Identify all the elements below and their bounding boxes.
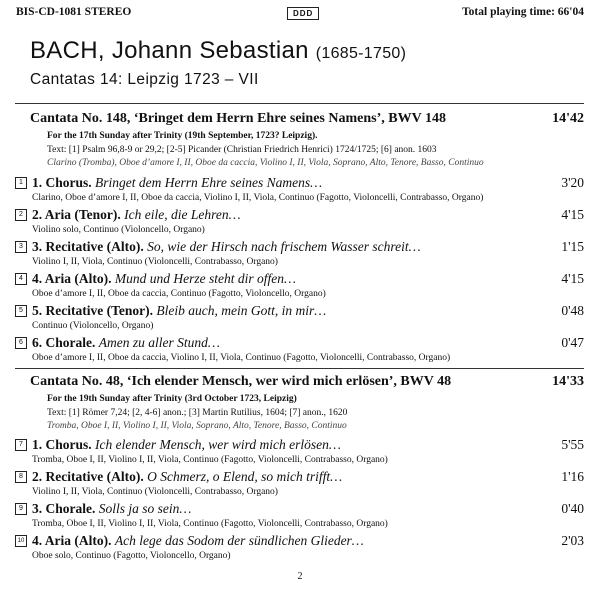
track-duration: 4'15	[561, 207, 584, 222]
track-instruments: Tromba, Oboe I, II, Violino I, II, Viola, Continuo (Fagotto, Violoncelli, Contrabasso, Organo)	[32, 519, 388, 529]
divider	[15, 103, 584, 104]
cantata-title	[30, 111, 584, 127]
movement-label: 1. Chorus.	[32, 175, 92, 190]
incipit: Ich eile, die Lehren…	[124, 207, 241, 222]
incipit: Mund und Herze steht dir offen…	[114, 271, 296, 286]
composer-heading	[30, 37, 406, 65]
incipit: O Schmerz, o Elend, so mich trifft…	[147, 469, 343, 484]
track-duration: 1'15	[561, 239, 584, 254]
catalog-number: BIS-CD-1081 STEREO	[16, 6, 132, 18]
ddd-badge: DDD	[287, 7, 319, 20]
track-title	[32, 335, 220, 351]
track-row	[15, 469, 584, 501]
track-duration: 1'16	[561, 469, 584, 484]
composer-name: BACH, Johann Sebastian	[30, 37, 309, 64]
track-number-box: 8	[15, 471, 27, 483]
track-instruments: Oboe d’amore I, II, Oboe da caccia, Continuo (Fagotto, Violoncello, Organo)	[32, 289, 326, 299]
incipit: So, wie der Hirsch nach frischem Wasser schreit…	[147, 239, 421, 254]
incipit: Ich elender Mensch, wer wird mich erlösen…	[95, 437, 341, 452]
incipit: Bringet dem Herrn Ehre seines Namens…	[95, 175, 323, 190]
track-row	[15, 501, 584, 533]
track-number-box: 5	[15, 305, 27, 317]
track-duration: 0'48	[561, 303, 584, 318]
incipit: Bleib auch, mein Gott, in mir…	[156, 303, 327, 318]
page-number: 2	[297, 571, 303, 582]
track-title	[32, 437, 341, 453]
track-number-box: 2	[15, 209, 27, 221]
divider	[15, 368, 584, 369]
track-instruments: Violino I, II, Viola, Continuo (Violoncelli, Contrabasso, Organo)	[32, 257, 278, 267]
movement-label: 6. Chorale.	[32, 335, 96, 350]
incipit: Solls ja so sein…	[98, 501, 192, 516]
track-instruments: Oboe solo, Continuo (Fagotto, Violoncello, Organo)	[32, 551, 231, 561]
movement-label: 3. Recitative (Alto).	[32, 239, 144, 254]
track-title	[32, 207, 241, 223]
track-number-box: 3	[15, 241, 27, 253]
movement-label: 4. Aria (Alto).	[32, 271, 112, 286]
track-instruments: Clarino, Oboe d’amore I, II, Oboe da caccia, Violino I, II, Viola, Continuo (Fagotto, Violoncelli, Contrabasso, Organo)	[32, 193, 484, 203]
total-playing-time: Total playing time: 66'04	[462, 6, 584, 18]
movement-label: 2. Aria (Tenor).	[32, 207, 121, 222]
track-number-box: 9	[15, 503, 27, 515]
cantata-text-sources: Text: [1] Römer 7,24; [2, 4-6] anon.; [3] Martin Rutilius, 1604; [7] anon., 1620	[47, 408, 348, 418]
track-title	[32, 303, 326, 319]
volume-title: Cantatas 14: Leipzig 1723 – VII	[30, 71, 259, 88]
track-title	[32, 175, 322, 191]
cantata-title-text: Cantata No. 148, ‘Bringet dem Herrn Ehre seines Namens’, BWV 148	[30, 111, 446, 126]
incipit: Ach lege das Sodom der sündlichen Glieder…	[114, 533, 364, 548]
movement-label: 1. Chorus.	[32, 437, 92, 452]
movement-label: 2. Recitative (Alto).	[32, 469, 144, 484]
cantata-duration: 14'42	[552, 111, 584, 126]
track-duration: 0'47	[561, 335, 584, 350]
track-duration: 2'03	[561, 533, 584, 548]
cantata-scoring: Tromba, Oboe I, II, Violino I, II, Viola, Soprano, Alto, Tenore, Basso, Continuo	[47, 421, 347, 431]
composer-dates: (1685-1750)	[315, 45, 407, 62]
cantata-title	[30, 374, 584, 390]
cantata-text-sources: Text: [1] Psalm 96,8-9 or 29,2; [2-5] Picander (Christian Friedrich Henrici) 1724/1725; [6] anon. 1603	[47, 145, 437, 155]
track-number-box: 4	[15, 273, 27, 285]
track-number-box: 7	[15, 439, 27, 451]
page-header	[16, 6, 584, 22]
track-number-box: 6	[15, 337, 27, 349]
track-instruments: Oboe d’amore I, II, Oboe da caccia, Violino I, II, Viola, Continuo (Fagotto, Violoncelli, Contrabasso, Organo)	[32, 353, 451, 363]
track-title	[32, 469, 342, 485]
track-row	[15, 175, 584, 207]
track-duration: 4'15	[561, 271, 584, 286]
movement-label: 4. Aria (Alto).	[32, 533, 112, 548]
track-duration: 0'40	[561, 501, 584, 516]
track-row	[15, 437, 584, 469]
track-row	[15, 533, 584, 565]
cantata-scoring: Clarino (Tromba), Oboe d’amore I, II, Oboe da caccia, Violino I, II, Viola, Soprano, Alto, Tenore, Basso, Continuo	[47, 158, 484, 168]
track-title	[32, 533, 364, 549]
track-row	[15, 303, 584, 335]
track-title	[32, 239, 421, 255]
movement-label: 5. Recitative (Tenor).	[32, 303, 153, 318]
track-row	[15, 207, 584, 239]
track-title	[32, 501, 191, 517]
cantata-duration: 14'33	[552, 374, 584, 389]
track-instruments: Violino solo, Continuo (Violoncello, Organo)	[32, 225, 205, 235]
cantata-occasion: For the 19th Sunday after Trinity (3rd October 1723, Leipzig)	[47, 394, 297, 404]
movement-label: 3. Chorale.	[32, 501, 96, 516]
track-row	[15, 271, 584, 303]
incipit: Amen zu aller Stund…	[98, 335, 220, 350]
track-duration: 5'55	[561, 437, 584, 452]
track-duration: 3'20	[561, 175, 584, 190]
track-number-box: 10	[15, 535, 27, 547]
track-row	[15, 335, 584, 367]
track-instruments: Violino I, II, Viola, Continuo (Violoncelli, Contrabasso, Organo)	[32, 487, 278, 497]
track-instruments: Continuo (Violoncello, Organo)	[32, 321, 154, 331]
track-instruments: Tromba, Oboe I, II, Violino I, II, Viola, Continuo (Fagotto, Violoncelli, Contrabasso, Organo)	[32, 455, 388, 465]
cantata-occasion: For the 17th Sunday after Trinity (19th September, 1723? Leipzig).	[47, 131, 318, 141]
track-number-box: 1	[15, 177, 27, 189]
track-row	[15, 239, 584, 271]
cantata-title-text: Cantata No. 48, ‘Ich elender Mensch, wer wird mich erlösen’, BWV 48	[30, 374, 452, 389]
track-title	[32, 271, 296, 287]
